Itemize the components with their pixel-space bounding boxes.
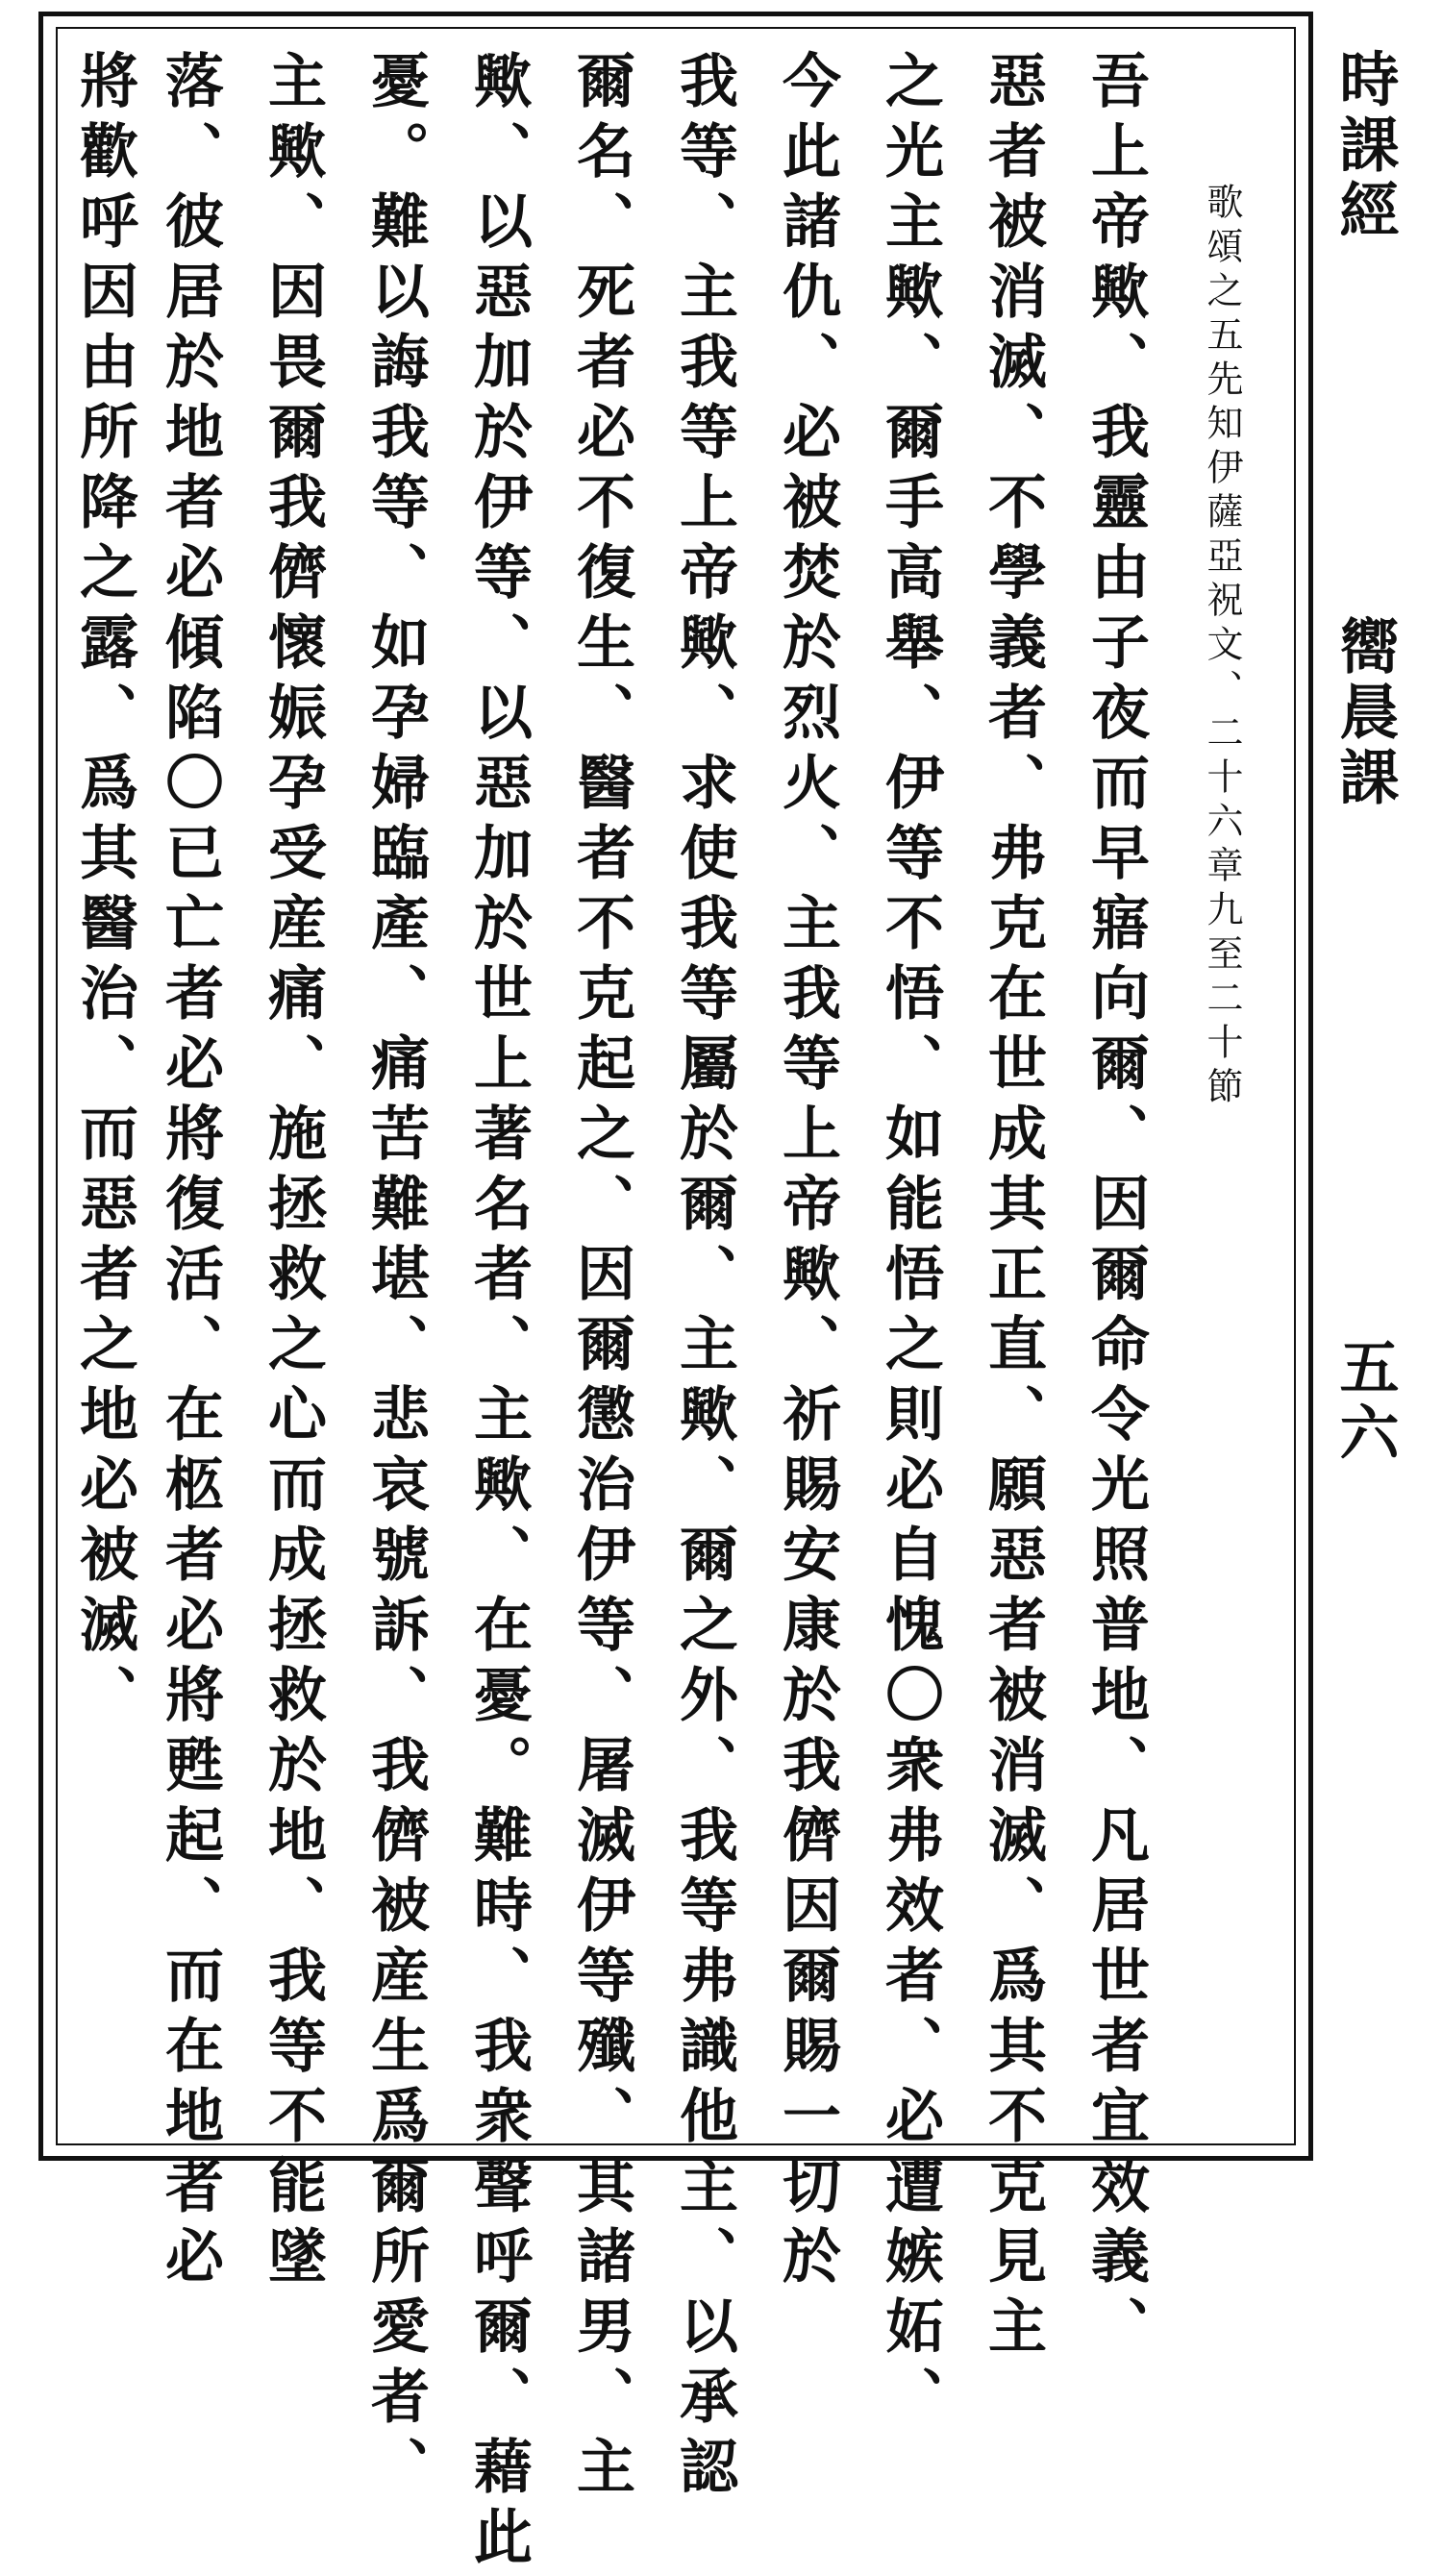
text-column-6: 爾名、死者必不復生、醫者不克起之、因爾懲治伊等、屠滅伊等殲、其諸男、主 — [567, 50, 635, 2506]
text-column-2: 惡者被消滅、不學義者、弗克在世成其正直、願惡者被消滅、爲其不克見主 — [979, 50, 1047, 2365]
text-column-1: 吾上帝歟、我靈由子夜而早寤向爾、因爾命令光照普地、凡居世者宜效義、 — [1082, 50, 1150, 2365]
text-column-10: 落、彼居於地者必傾陷〇已亡者必將復活、在柩者必將甦起、而在地者必 — [156, 50, 224, 2295]
running-title: 時課經 — [1330, 48, 1400, 244]
section-title: 嚮晨課 — [1330, 615, 1400, 811]
text-column-4: 今此諸仇、必被焚於烈火、主我等上帝歟、祈賜安康於我儕因爾賜一切於 — [773, 50, 841, 2295]
text-column-3: 之光主歟、爾手高舉、伊等不悟、如能悟之則必自愧〇衆弗效者、必遭嫉妬、 — [876, 50, 944, 2436]
text-column-8: 憂。難以誨我等、如孕婦臨產、痛苦難堪、悲哀號訴、我儕被産生爲爾所愛者、 — [361, 50, 430, 2506]
page-number: 五六 — [1330, 1336, 1400, 1467]
text-column-7: 歟、以惡加於伊等、以惡加於世上著名者、主歟、在憂。難時、我衆聲呼爾、藉此 — [464, 50, 533, 2576]
text-column-11: 將歡呼因由所降之露、爲其醫治、而惡者之地必被滅、 — [70, 50, 138, 1734]
text-column-5: 我等、主我等上帝歟、求使我等屬於爾、主歟、爾之外、我等弗識他主、以承認 — [670, 50, 738, 2506]
subheading: 歌頌之五先知伊薩亞祝文、二十六章九至二十節 — [1201, 183, 1243, 1111]
text-column-9: 主歟、因畏爾我儕懷娠孕受産痛、施拯救之心而成拯救於地、我等不能墜 — [259, 50, 327, 2295]
